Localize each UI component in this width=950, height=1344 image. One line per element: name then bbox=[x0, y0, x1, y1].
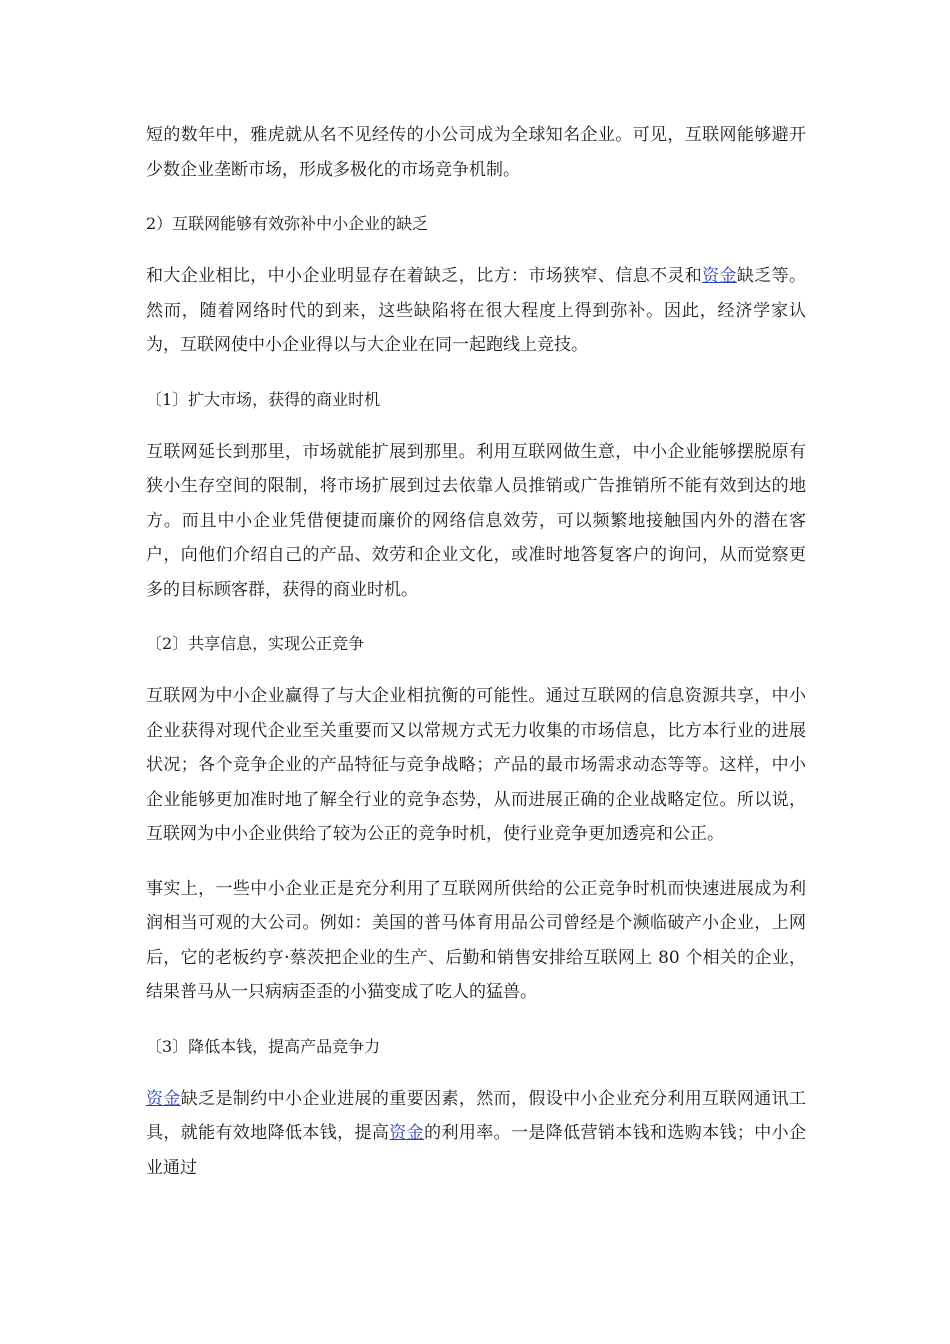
subheading-reduce-cost: 〔3〕降低本钱，提高产品竞争力 bbox=[146, 1036, 381, 1056]
text-segment: 缺乏是制约中小企业进展的重要因素，然而，假设中小企业充分利用互联网通讯工具，就能有效地降低本钱，提高 bbox=[146, 1088, 807, 1143]
paragraph-puma-example: 事实上，一些中小企业正是充分利用了互联网所供给的公正竞争时机而快速进展成为利润相当可观的大公司。例如：美国的普马体育用品公司曾经是个濒临破产小企业，上网后，它的老板约亨·蔡茨把企业的生产、后勤和销售安排给互联网上 80 个相关的企业，结果普马从一只病病歪歪的小猫变成了吃人的猛兽。 bbox=[146, 878, 806, 1002]
document-page bbox=[146, 118, 806, 1205]
paragraph-expand-market: 互联网延长到那里，市场就能扩展到那里。利用互联网做生意，中小企业能够摆脱原有狭小生存空间的限制，将市场扩展到过去依靠人员推销或广告推销所不能有效到达的地方。而且中小企业凭借便捷而廉价的网络信息效劳，可以频繁地接触国内外的潜在客户，向他们介绍自己的产品、效劳和企业文化，或准时地答复客户的询问，从而觉察更多的目标顾客群，获得的商业时机。 bbox=[146, 441, 806, 600]
paragraph-share-information: 互联网为中小企业赢得了与大企业相抗衡的可能性。通过互联网的信息资源共享，中小企业获得对现代企业至关重要而又以常规方式无力收集的市场信息，比方本行业的进展状况；各个竞争企业的产品特征与竞争战略；产品的最市场需求动态等等。这样，中小企业能够更加准时地了解全行业的竞争态势，从而进展正确的企业战略定位。所以说，互联网为中小企业供给了较为公正的竞争时机，使行业竞争更加透亮和公正。 bbox=[146, 686, 806, 844]
paragraph-sme-shortcomings bbox=[146, 259, 806, 363]
text-segment: 和大企业相比，中小企业明显存在着缺乏，比方：市场狭窄、信息不灵和 bbox=[146, 266, 703, 286]
link-funds[interactable]: 资金 bbox=[702, 266, 737, 286]
link-funds[interactable]: 资金 bbox=[389, 1123, 425, 1143]
paragraph-reduce-cost bbox=[146, 1082, 806, 1186]
subheading-expand-market: 〔1〕扩大市场，获得的商业时机 bbox=[146, 389, 381, 409]
text-segment: 的利用率。一是降低营销本钱和选购本钱；中小企业通过 bbox=[146, 1123, 807, 1178]
paragraph-yahoo: 短的数年中，雅虎就从名不见经传的小公司成为全球知名企业。可见，互联网能够避开少数企业垄断市场，形成多极化的市场竞争机制。 bbox=[146, 125, 806, 180]
section-heading-2: 2）互联网能够有效弥补中小企业的缺乏 bbox=[146, 214, 429, 233]
link-funds[interactable]: 资金 bbox=[146, 1088, 181, 1109]
subheading-share-information: 〔2〕共享信息，实现公正竞争 bbox=[146, 634, 365, 653]
text-segment: 缺乏等。然而，随着网络时代的到来，这些缺陷将在很大程度上得到弥补。因此，经济学家认为，互联网使中小企业得以与大企业在同一起跑线上竞技。 bbox=[146, 266, 807, 355]
